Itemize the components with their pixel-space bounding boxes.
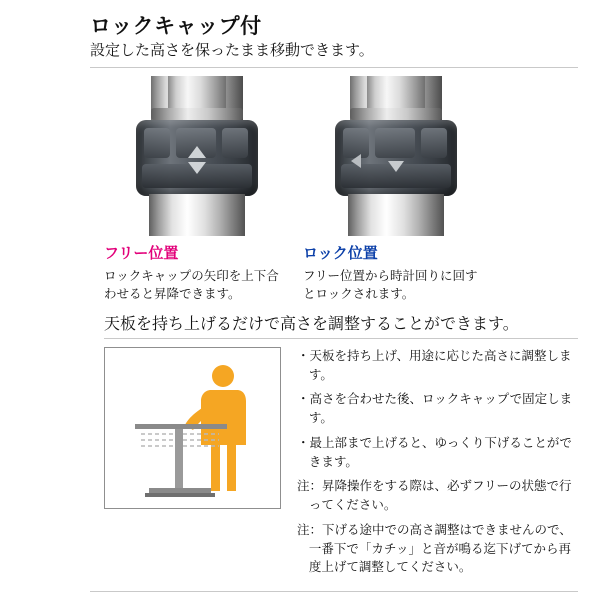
footer-divider — [90, 591, 578, 592]
note-item: 注：昇降操作をする際は、必ずフリーの状態で行ってください。 — [297, 479, 572, 513]
cap-ridge-right-icon — [222, 128, 248, 158]
lock-cap-icon — [136, 120, 258, 196]
arrow-up-icon — [188, 146, 206, 158]
note-item: ・最上部まで上げると、ゆっくり下げることができます。 — [297, 435, 572, 469]
pole-collar-icon — [350, 108, 442, 120]
lock-position-caption — [303, 242, 488, 303]
pole-collar-icon — [151, 108, 243, 120]
mid-heading: 天板を持ち上げるだけで高さを調整することができます。 — [104, 315, 519, 333]
free-position-photo — [104, 76, 289, 236]
pole-lower-tube-icon — [348, 194, 444, 236]
cap-ridge-right-icon — [421, 128, 447, 158]
note-item: ・天板を持ち上げ、用途に応じた高さに調整します。 — [297, 348, 572, 382]
cap-ridge-left-icon — [144, 128, 170, 158]
notes-list — [297, 347, 578, 583]
arrow-down-icon — [188, 162, 206, 174]
free-position-caption — [104, 242, 289, 303]
lock-position-text: フリー位置から時計回りに回すとロックされます。 — [303, 268, 478, 301]
lock-position-heading: ロック位置 — [303, 244, 378, 262]
person-lifting-desk-icon — [105, 348, 278, 506]
arrow-right-icon — [351, 154, 361, 168]
header-divider — [90, 67, 578, 68]
free-position-text: ロックキャップの矢印を上下合わせると昇降できます。 — [104, 268, 279, 301]
caption-row — [104, 242, 578, 303]
lower-section — [104, 347, 578, 583]
pole-lower-tube-icon — [149, 194, 245, 236]
cap-ridge-center-icon — [375, 128, 415, 158]
mid-divider — [104, 338, 578, 339]
free-position-heading: フリー位置 — [104, 244, 179, 262]
lock-position-photo — [303, 76, 488, 236]
lock-cap-icon — [335, 120, 457, 196]
photo-row — [104, 76, 578, 236]
desk-illustration — [104, 347, 281, 509]
page-subtitle: 設定した高さを保ったまま移動できます。 — [90, 42, 374, 60]
arrow-down-icon — [388, 161, 404, 172]
note-item: ・高さを合わせた後、ロックキャップで固定します。 — [297, 392, 573, 426]
page-title: ロックキャップ付 — [90, 15, 262, 38]
note-item: 注：下げる途中での高さ調整はできませんので、一番下で「カチッ」と音が鳴る迄下げてから再度上げて調整してください。 — [297, 522, 572, 575]
